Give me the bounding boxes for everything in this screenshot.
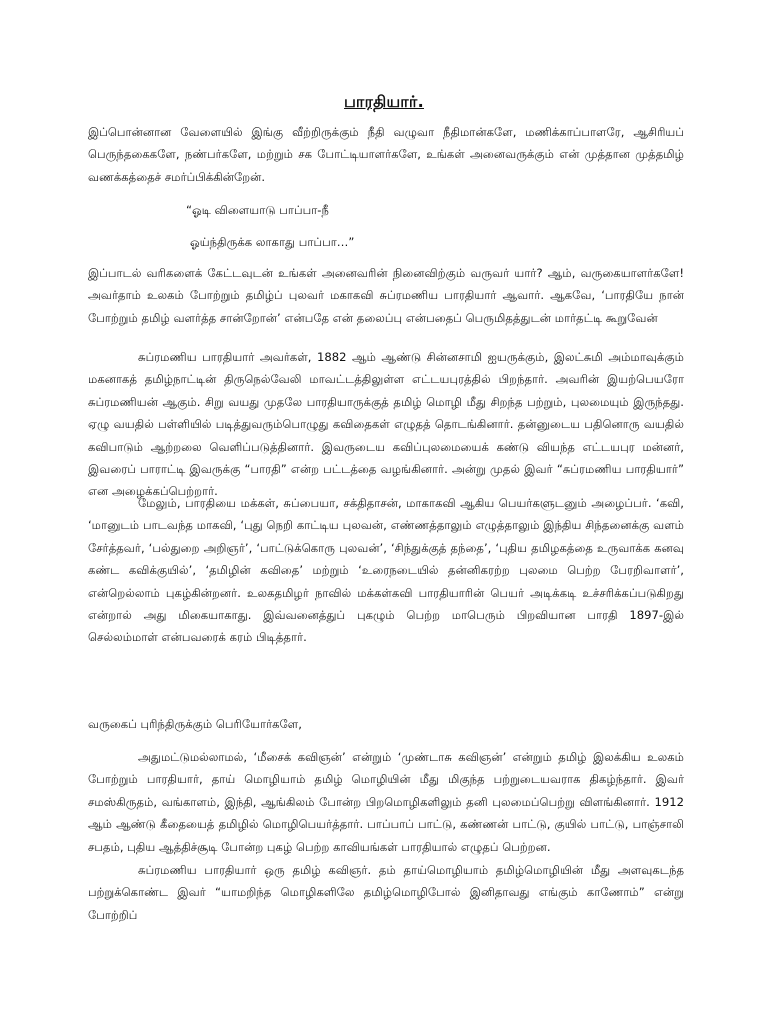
- quote-line-2: ஓய்ந்திருக்க லாகாது பாப்பா…”: [190, 235, 355, 249]
- paragraph-works: அதுமட்டுமல்லாமல், ‘மீசைக் கவிஞன்’ என்றும் ‘முண்டாசு கவிஞன்’ என்றும் தமிழ் இலக்கிய உலகம் போற்றும் பாரதியார், தாய் மொழியாம் தமிழ் மொழியின் மீது மிகுந்த பற்றுடையவராக திகழ்ந்தார். இவர் சமஸ்கிருதம், வங்காளம், இந்தி, ஆங்கிலம் போன்ற பிறமொழிகளிலும் தனி புலமைப்பெற்று விளங்கினார். 1912 ஆம் ஆண்டு கீதையைத் தமிழில் மொழிபெயர்த்தார். பாப்பாப் பாட்டு, கண்ணன் பாட்டு, குயில் பாட்டு, பாஞ்சாலி சபதம், புதிய ஆத்திச்சூடி போன்ற புகழ் பெற்ற காவியங்கள் பாரதியால் எழுதப் பெற்றன.: [88, 750, 684, 854]
- paragraph-titles: மேலும், பாரதியை மக்கள், சுப்பையா, சக்திதாசன், மாகாகவி ஆகிய பெயர்களுடனும் அழைப்பர். ‘கவி, ‘மானுடம் பாடவந்த மாகவி, ‘புது நெறி காட்டிய புலவன், எண்ணத்தாலும் எழுத்தாலும் இந்திய சிந்தனைக்கு வளம் சேர்த்தவர், ‘பல்துறை அறிஞர்’, ‘பாட்டுக்கொரு புலவன்’, ‘சிந்துக்குத் தந்தை’, ‘புதிய தமிழகத்தை உருவாக்க கனவு கண்ட கவிக்குயில்’, ‘தமிழின் கவிதை’ மற்றும் ‘உரைநடையில் தன்னிகரற்ற புலமை பெற்ற பேரறிவாளர்’, என்றெல்லாம் புகழ்கின்றனர். உலகதமிழர் நாவில் மக்கள்கவி பாரதியாரின் பெயர் அடிக்கடி உச்சரிக்கப்படுகிறது என்றால் அது மிகையாகாது. இவ்வனைத்துப் புகழும் பெற்ற மாபெரும் பிறவியான பாரதி 1897-இல் செல்லம்மாள் என்பவரைக் கரம் பிடித்தார்.: [88, 496, 684, 645]
- quote-line-1: “ஓடி விளையாடு பாப்பா-நீ: [186, 203, 329, 217]
- paragraph-intro: இப்பாடல் வரிகளைக் கேட்டவுடன் உங்கள் அனைவரின் நினைவிற்கும் வருவர் யார்? ஆம், வருகையாளர்களே! அவர்தாம் உலகம் போற்றும் தமிழ்ப் புலவர் மகாகவி சுப்ரமணிய பாரதியார் ஆவார். ஆகவே, ‘பாரதியே நான் போற்றும் தமிழ் வளர்த்த சான்றோன்’ என்பதே என் தலைப்பு என்பதைப் பெருமிதத்துடன் மார்தட்டி கூறுவேன்: [88, 266, 684, 325]
- paragraph-biography: சுப்ரமணிய பாரதியார் அவர்கள், 1882 ஆம் ஆண்டு சின்னசாமி ஐயருக்கும், இலட்சுமி அம்மாவுக்கும் மகனாகத் தமிழ்நாட்டின் திருநெல்வேலி மாவட்டத்திலுள்ள எட்டயபுரத்தில் பிறந்தார். அவரின் இயற்பெயரோ சுப்ரமணியன் ஆகும். சிறு வயது முதலே பாரதியாருக்குத் தமிழ் மொழி மீது சிறந்த பற்றும், புலமையும் இருந்தது. ஏழு வயதில் பள்ளியில் படித்துவரும்பொழுது கவிதைகள் எழுதத் தொடங்கினார். தன்னுடைய பதினொரு வயதில் கவிபாடும் ஆற்றலை வெளிப்படுத்தினார். இவருடைய கவிப்புலமையைக் கண்டு வியந்த எட்டயபுர மன்னர், இவரைப் பாராட்டி இவருக்கு “பாரதி” என்ற பட்டத்தை வழங்கினார். அன்று முதல் இவர் “சுப்ரமணிய பாரதியார்” என அழைக்கப்பெற்றார்.: [88, 350, 684, 499]
- document-title: பாரதியார்.: [344, 92, 424, 111]
- paragraph-address: வருகைப் புரிந்திருக்கும் பெரியோர்களே,: [88, 717, 302, 731]
- paragraph-tamil-love: சுப்ரமணிய பாரதியார் ஒரு தமிழ் கவிஞர். தம் தாய்மொழியாம் தமிழ்மொழியின் மீது அளவுகடந்த பற்றுக்கொண்ட இவர் “யாமறிந்த மொழிகளிலே தமிழ்மொழிபோல் இனிதாவது எங்கும் காணோம்” என்று போற்றிப்: [88, 863, 684, 922]
- paragraph-greeting: இப்பொன்னான வேளையில் இங்கு வீற்றிருக்கும் நீதி வழுவா நீதிமான்களே, மணிக்காப்பாளரே, ஆசிரியப் பெருந்தகைகளே, நண்பர்களே, மற்றும் சக போட்டியாளர்களே, உங்கள் அனைவருக்கும் என் முத்தான முத்தமிழ் வணக்கத்தைச் சமர்ப்பிக்கின்றேன்.: [88, 125, 684, 184]
